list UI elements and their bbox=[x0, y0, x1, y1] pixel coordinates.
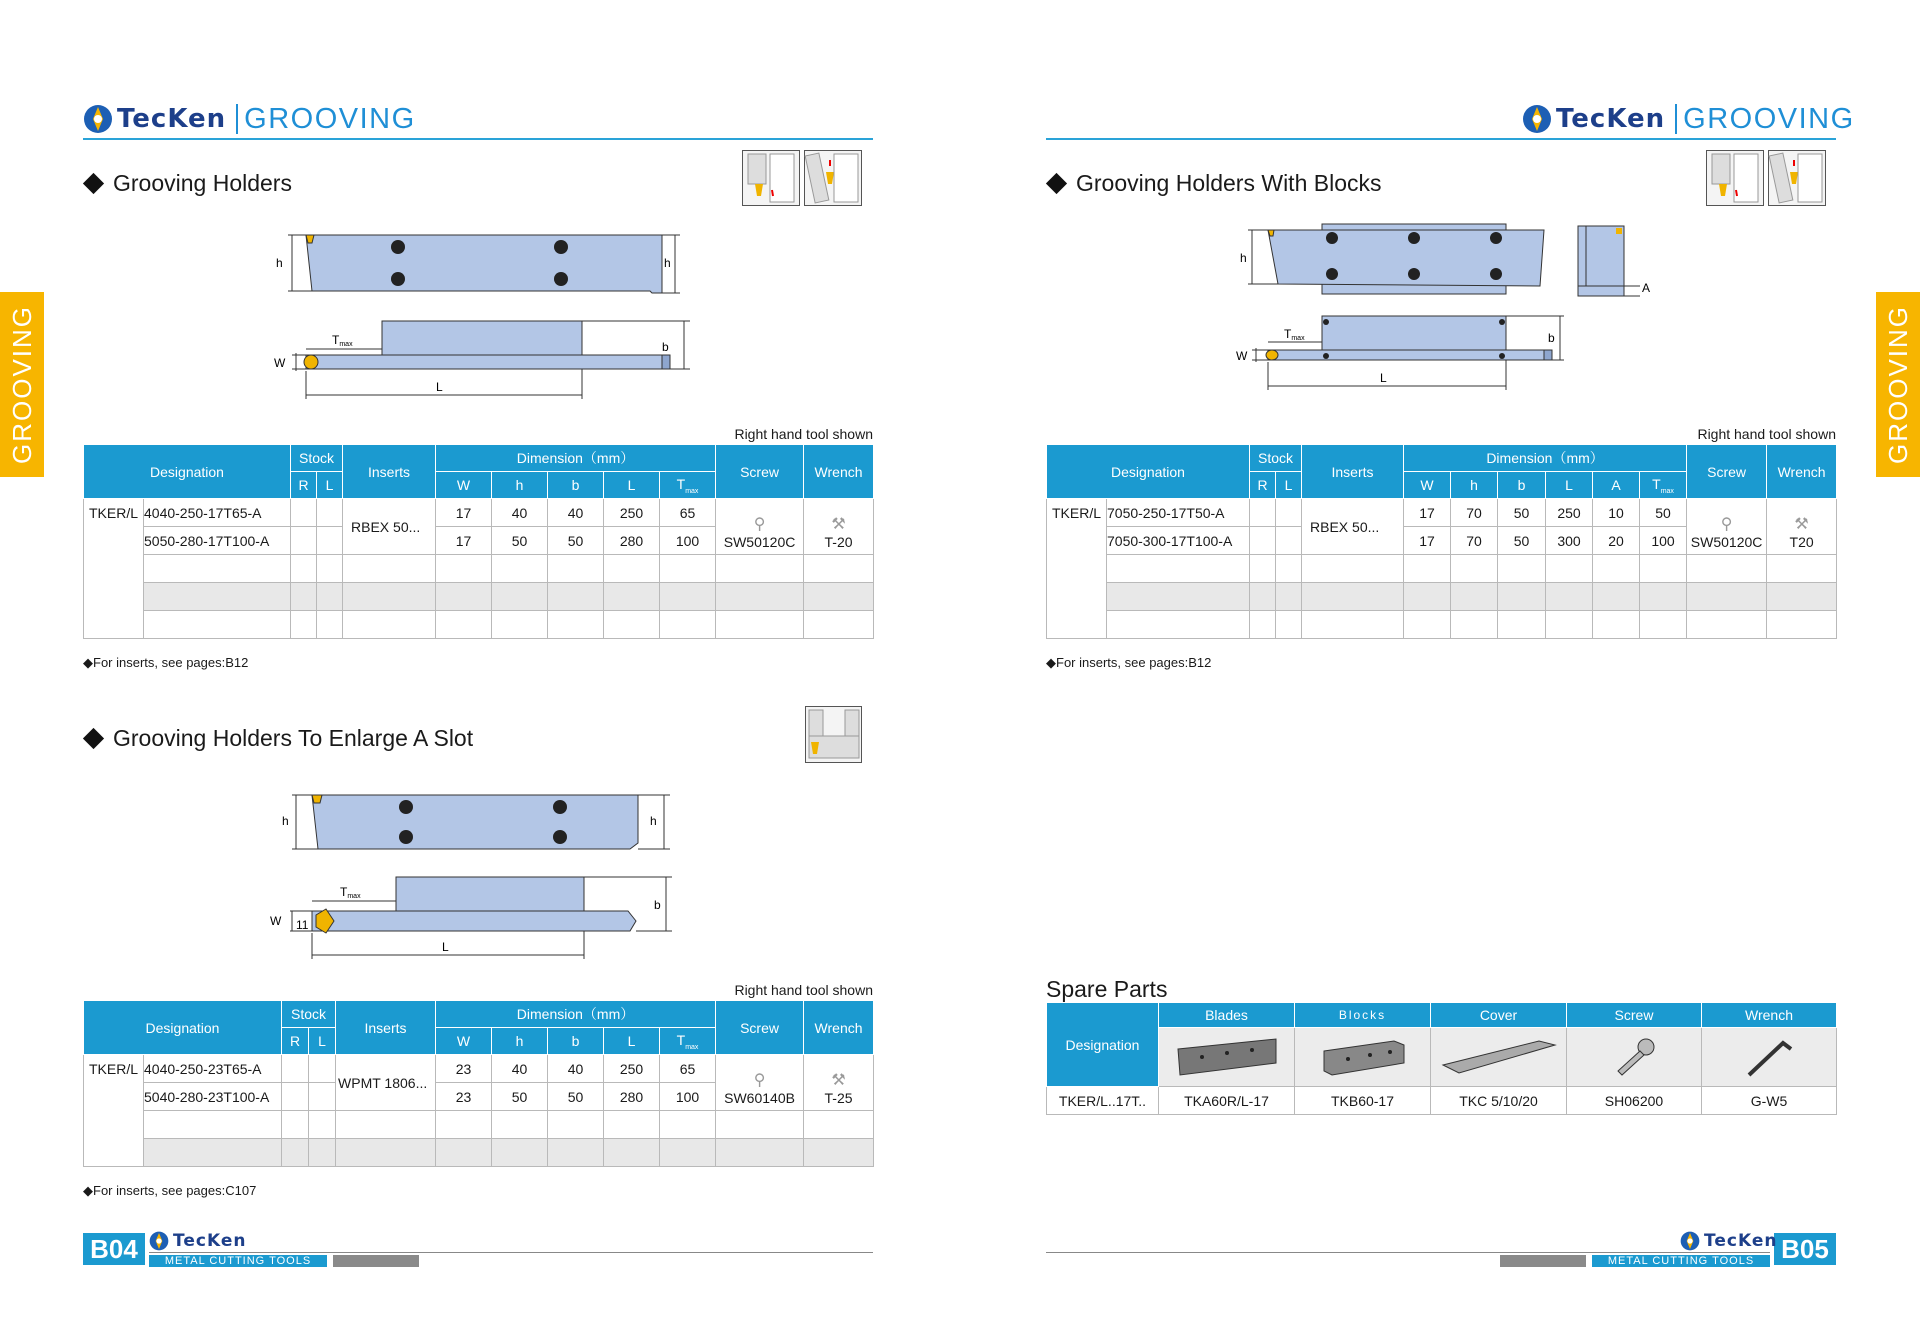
left-header bbox=[83, 104, 416, 134]
application-icons bbox=[1706, 150, 1826, 208]
screw-icon: ⚲ bbox=[753, 1072, 766, 1089]
col-dimension: Dimension（mm） bbox=[436, 445, 716, 472]
application-icons bbox=[742, 150, 862, 208]
section-word: GROOVING bbox=[236, 104, 416, 134]
screw-value: SH06200 bbox=[1567, 1087, 1702, 1115]
block-image-cell bbox=[1295, 1027, 1431, 1086]
designation-prefix: TKER/L bbox=[1047, 499, 1107, 527]
col-screw: Screw bbox=[1687, 445, 1767, 499]
footer-rule bbox=[1046, 1252, 1770, 1253]
table-row: 5050-280-17T100-A 17 50 50 280 100 bbox=[84, 527, 874, 555]
dim-h-label: h bbox=[1240, 251, 1247, 265]
table-row bbox=[1047, 555, 1837, 583]
section-title-text: Grooving Holders With Blocks bbox=[1076, 170, 1382, 196]
wrench-value: G-W5 bbox=[1702, 1087, 1837, 1115]
designation-code: 7050-300-17T100-A bbox=[1107, 527, 1250, 555]
insert-value: RBEX 50... bbox=[343, 499, 436, 555]
screw-cell: ⚲ SW50120C bbox=[716, 499, 804, 555]
insert-value: RBEX 50... bbox=[1302, 499, 1404, 555]
brand-name: TecKen bbox=[1704, 1231, 1778, 1251]
wrench-image-cell bbox=[1702, 1027, 1837, 1086]
logo-icon bbox=[1680, 1231, 1700, 1251]
insert-value: WPMT 1806... bbox=[336, 1055, 436, 1111]
col-designation: Designation bbox=[84, 445, 291, 499]
col-designation: Designation bbox=[84, 1001, 282, 1055]
col-inserts: Inserts bbox=[1302, 445, 1404, 499]
brand-name: TecKen bbox=[173, 1231, 247, 1251]
table-row: TKER/L 4040-250-17T65-A RBEX 50... 17 40 40 250 65 ⚲ SW50120C ⚒ T-20 bbox=[84, 499, 874, 527]
cover-image-cell bbox=[1431, 1027, 1567, 1086]
col-stock: Stock bbox=[282, 1001, 336, 1028]
screw-cell: ⚲ SW50120C bbox=[1687, 499, 1767, 555]
diamond-bullet bbox=[83, 728, 104, 749]
footer-rule bbox=[149, 1252, 873, 1253]
table-row bbox=[84, 611, 874, 639]
side-tab-left bbox=[0, 292, 44, 477]
col-tmax: $T_{max}$ bbox=[1640, 472, 1687, 499]
col-a: A bbox=[1593, 472, 1640, 499]
col-wrench: Wrench bbox=[1702, 1003, 1837, 1028]
col-screw: Screw bbox=[716, 1001, 804, 1055]
col-tmax: $T_{max}$ bbox=[660, 1028, 716, 1055]
spec-table bbox=[83, 1000, 874, 1167]
col-dimension: Dimension（mm） bbox=[1404, 445, 1687, 472]
inserts-note: ◆For inserts, see pages:B12 bbox=[83, 655, 249, 670]
col-h: h bbox=[492, 472, 548, 499]
wrench-icon: ⚒ bbox=[831, 516, 846, 533]
col-wrench: Wrench bbox=[1767, 445, 1837, 499]
footer-grey-bar bbox=[1500, 1255, 1586, 1267]
wrench-icon: ⚒ bbox=[831, 1072, 846, 1089]
logo-icon bbox=[1522, 104, 1552, 134]
footer-grey-bar bbox=[333, 1255, 419, 1267]
inserts-note: ◆For inserts, see pages:C107 bbox=[83, 1183, 257, 1198]
wrench-icon bbox=[1739, 1035, 1799, 1079]
section-title bbox=[86, 725, 473, 752]
col-wrench: Wrench bbox=[804, 1001, 874, 1055]
table-row bbox=[1047, 583, 1837, 611]
dim-w-label: W bbox=[270, 914, 282, 928]
designation-prefix: TKER/L bbox=[84, 1055, 144, 1083]
table-row bbox=[1047, 1087, 1837, 1115]
designation-code: 7050-250-17T50-A bbox=[1107, 499, 1250, 527]
section-title bbox=[86, 170, 292, 197]
screw-icon: ⚲ bbox=[1720, 516, 1733, 533]
brand-name: TecKen bbox=[117, 104, 227, 134]
dim-h-label: h bbox=[650, 814, 657, 828]
header-rule bbox=[83, 138, 873, 140]
col-l: L bbox=[309, 1028, 336, 1055]
col-b: b bbox=[548, 472, 604, 499]
screw-icon: ⚲ bbox=[753, 516, 766, 533]
col-l: L bbox=[1276, 472, 1302, 499]
side-tab-right bbox=[1876, 292, 1920, 477]
col-r: R bbox=[282, 1028, 309, 1055]
col-h: h bbox=[492, 1028, 548, 1055]
col-stock: Stock bbox=[1250, 445, 1302, 472]
dim-l-label: L bbox=[1380, 371, 1387, 385]
dim-h-label: h bbox=[282, 814, 289, 828]
col-h: h bbox=[1451, 472, 1498, 499]
header-rule bbox=[1046, 138, 1836, 140]
inserts-note: ◆For inserts, see pages:B12 bbox=[1046, 655, 1212, 670]
section-title-text: Grooving Holders bbox=[113, 170, 292, 196]
dim-b-label: b bbox=[1548, 331, 1555, 345]
col-blocks: Blocks bbox=[1295, 1003, 1431, 1028]
footer-logo bbox=[149, 1231, 246, 1251]
right-hand-note: Right hand tool shown bbox=[1697, 426, 1836, 442]
footer-tag: METAL CUTTING TOOLS bbox=[1592, 1255, 1770, 1267]
col-blades: Blades bbox=[1159, 1003, 1295, 1028]
dim-b-label: b bbox=[662, 340, 669, 354]
section-title-text: Grooving Holders To Enlarge A Slot bbox=[113, 725, 474, 751]
footer-tag: METAL CUTTING TOOLS bbox=[149, 1255, 327, 1267]
dim-h-label: h bbox=[664, 256, 671, 270]
wrench-cell: ⚒ T-20 bbox=[804, 499, 874, 555]
col-screw: Screw bbox=[1567, 1003, 1702, 1028]
col-r: R bbox=[1250, 472, 1276, 499]
brand-name: TecKen bbox=[1556, 104, 1666, 134]
application-icon bbox=[805, 706, 863, 764]
dim-w-label: W bbox=[1236, 349, 1248, 363]
diamond-bullet bbox=[83, 173, 104, 194]
dim-t-label: Tmax bbox=[1284, 327, 1305, 342]
designation-code: 4040-250-23T65-A bbox=[144, 1055, 282, 1083]
col-l: L bbox=[317, 472, 343, 499]
dim-l-label: L bbox=[442, 940, 449, 954]
col-length: L bbox=[1546, 472, 1593, 499]
designation-prefix: TKER/L bbox=[84, 499, 144, 527]
page-number: B04 bbox=[83, 1233, 145, 1265]
dim-a-label: A bbox=[1642, 281, 1651, 295]
col-inserts: Inserts bbox=[343, 445, 436, 499]
logo-icon bbox=[149, 1231, 169, 1251]
dim-l-label: L bbox=[436, 380, 443, 394]
table-row bbox=[84, 583, 874, 611]
dim-w-label: W bbox=[274, 356, 286, 370]
logo-icon bbox=[83, 104, 113, 134]
screw-icon bbox=[1604, 1035, 1664, 1079]
spec-table bbox=[1046, 444, 1837, 639]
right-hand-note: Right hand tool shown bbox=[734, 426, 873, 442]
dim-t-label: Tmax bbox=[332, 333, 353, 348]
col-length: L bbox=[604, 1028, 660, 1055]
col-length: L bbox=[604, 472, 660, 499]
wrench-cell: ⚒ T-25 bbox=[804, 1055, 874, 1111]
dim-b-label: b bbox=[654, 898, 661, 912]
block-icon bbox=[1318, 1035, 1408, 1079]
spare-parts-title: Spare Parts bbox=[1046, 976, 1168, 1002]
spec-table bbox=[83, 444, 874, 639]
screw-image-cell bbox=[1567, 1027, 1702, 1086]
wrench-icon: ⚒ bbox=[1794, 516, 1809, 533]
designation-code: 5050-280-17T100-A bbox=[144, 527, 291, 555]
screw-cell: ⚲ SW60140B bbox=[716, 1055, 804, 1111]
brand-logo bbox=[83, 104, 226, 134]
table-row bbox=[84, 1111, 874, 1139]
designation-code: 5040-280-23T100-A bbox=[144, 1083, 282, 1111]
col-w: W bbox=[436, 1028, 492, 1055]
right-header bbox=[1522, 104, 1855, 134]
col-b: b bbox=[548, 1028, 604, 1055]
spare-row-label: TKER/L..17T.. bbox=[1047, 1087, 1159, 1115]
blade-value: TKA60R/L-17 bbox=[1159, 1087, 1295, 1115]
col-b: b bbox=[1498, 472, 1546, 499]
spare-parts-table bbox=[1046, 1002, 1837, 1115]
col-wrench: Wrench bbox=[804, 445, 874, 499]
dim-11-label: 11 bbox=[296, 918, 309, 932]
section-title bbox=[1049, 170, 1382, 197]
wrench-cell: ⚒ T20 bbox=[1767, 499, 1837, 555]
table-row: 5040-280-23T100-A 23 50 50 280 100 bbox=[84, 1083, 874, 1111]
right-hand-note: Right hand tool shown bbox=[734, 982, 873, 998]
blade-icon bbox=[1172, 1035, 1282, 1079]
col-screw: Screw bbox=[716, 445, 804, 499]
block-value: TKB60-17 bbox=[1295, 1087, 1431, 1115]
table-row: 7050-300-17T100-A 17 70 50 300 20 100 bbox=[1047, 527, 1837, 555]
col-stock: Stock bbox=[291, 445, 343, 472]
col-dimension: Dimension（mm） bbox=[436, 1001, 716, 1028]
table-row: TKER/L 4040-250-23T65-A WPMT 1806... 23 40 40 250 65 ⚲ SW60140B ⚒ T-25 bbox=[84, 1055, 874, 1083]
dim-h-label: h bbox=[276, 256, 283, 270]
table-row bbox=[84, 555, 874, 583]
col-inserts: Inserts bbox=[336, 1001, 436, 1055]
col-w: W bbox=[436, 472, 492, 499]
table-row: TKER/L 7050-250-17T50-A RBEX 50... 17 70 50 250 10 50 ⚲ SW50120C ⚒ T20 bbox=[1047, 499, 1837, 527]
table-row bbox=[84, 1139, 874, 1167]
holder-drawing bbox=[268, 785, 688, 965]
col-r: R bbox=[291, 472, 317, 499]
col-w: W bbox=[1404, 472, 1451, 499]
page-number: B05 bbox=[1774, 1233, 1836, 1265]
side-tab-label: GROOVING bbox=[1882, 304, 1913, 465]
brand-logo bbox=[1522, 104, 1665, 134]
dim-t-label: Tmax bbox=[340, 885, 361, 900]
col-tmax: $T_{max}$ bbox=[660, 472, 716, 499]
col-designation: Designation bbox=[1047, 1003, 1159, 1087]
footer-logo bbox=[1680, 1231, 1777, 1251]
col-designation: Designation bbox=[1047, 445, 1250, 499]
designation-code: 4040-250-17T65-A bbox=[144, 499, 291, 527]
diamond-bullet bbox=[1046, 173, 1067, 194]
holder-drawing bbox=[270, 225, 690, 405]
cover-value: TKC 5/10/20 bbox=[1431, 1087, 1567, 1115]
holder-with-blocks-drawing bbox=[1228, 220, 1668, 400]
cover-icon bbox=[1439, 1035, 1559, 1079]
col-cover: Cover bbox=[1431, 1003, 1567, 1028]
blade-image-cell bbox=[1159, 1027, 1295, 1086]
side-tab-label: GROOVING bbox=[6, 304, 37, 465]
section-word: GROOVING bbox=[1675, 104, 1855, 134]
table-row bbox=[1047, 611, 1837, 639]
